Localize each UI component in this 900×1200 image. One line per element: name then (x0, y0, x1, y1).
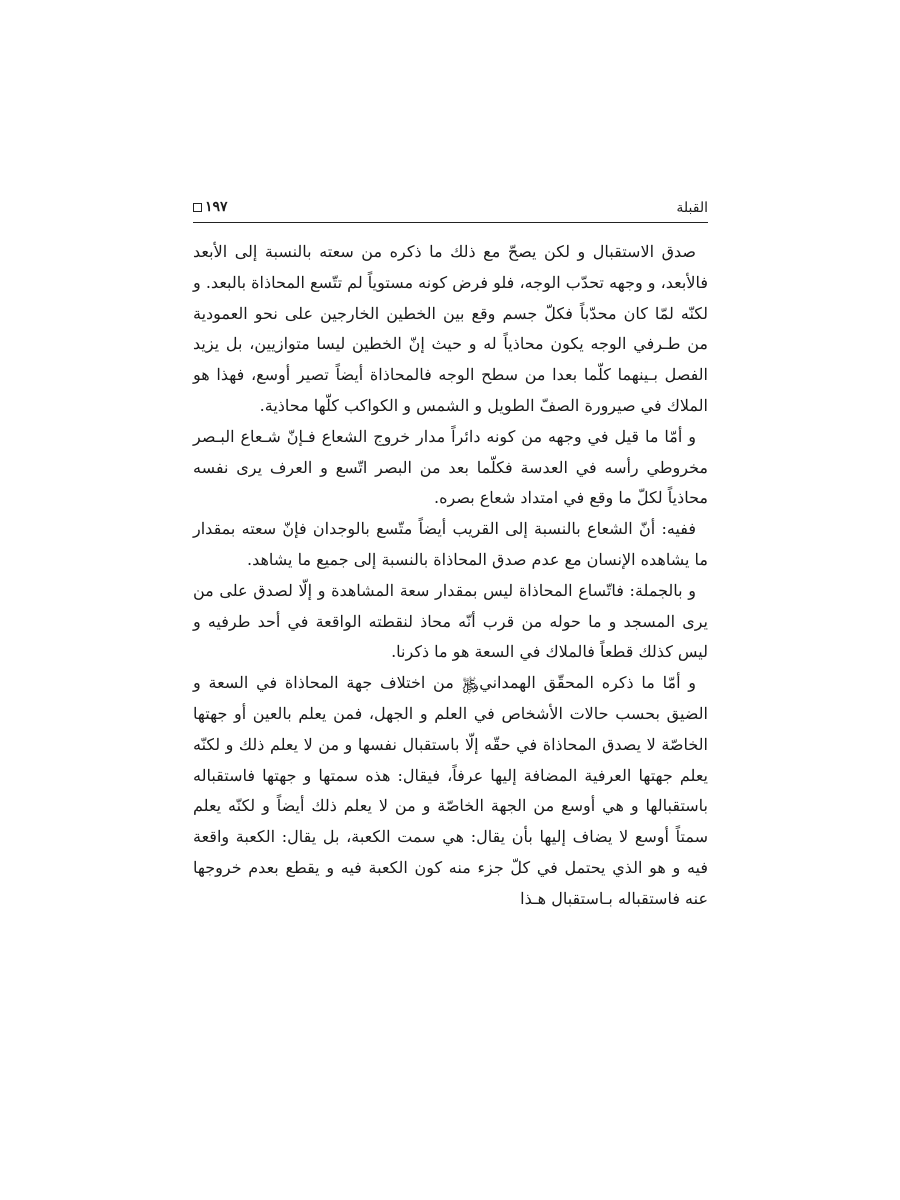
book-page (193, 196, 708, 915)
paragraph: و بالجملة: فاتّساع المحاذاة ليس بمقدار سعة المشاهدة و إلّا لصدق على من يرى المسجد و ما حوله من قرب أنّه محاذ لنقطته الواقعة في أحد طرفيه و ليس كذلك قطعاً فالملاك في السعة هو ما ذكرنا. (193, 580, 708, 662)
page-number-area (193, 199, 228, 215)
paragraph: و أمّا ما ذكره المحقّق الهمداني﷿ من اختلاف جهة المحاذاة في السعة و الضيق بحسب حالات الأشخاص في العلم و الجهل، فمن يعلم بالعين أو جهتها الخاصّة لا يصدق المحاذاة في حقّه إلّا باستقبال نفسها و من لا يعلم ذلك و لكنّه يعلم جهتها العرفية المضافة إليها عرفاً، فيقال: هذه سمتها و جهتها فاستقباله باستقبالها و هي أوسع من الجهة الخاصّة و من لا يعلم ذلك أيضاً و لكنّه يعلم سمتاً أوسع لا يضاف إليها بأن يقال: هي سمت الكعبة، بل يقال: الكعبة واقعة فيه و هو الذي يحتمل في كلّ جزء منه كون الكعبة فيه و يقطع بعدم خروجها عنه فاستقباله بـاستقبال هـذا (193, 673, 709, 908)
paragraph: و أمّا ما قيل في وجهه من كونه دائراً مدار خروج الشعاع فـإنّ شـعاع البـصر مخروطي رأسه في العدسة فكلّما بعد من البصر اتّسع و العرف يرى نفسه محاذياً لكلّ ما وقع في امتداد شعاع بصره. (193, 426, 708, 508)
page-number: ١٩٧ (205, 199, 228, 215)
page-header (193, 196, 708, 223)
running-title: القبلة (676, 200, 708, 216)
body-text (193, 237, 708, 915)
paragraph: صدق الاستقبال و لكن يصحّ مع ذلك ما ذكره من سعته بالنسبة إلى الأبعد فالأبعد، و وجهه تحدّب الوجه، فلو فرض كونه مستوياً لم تتّسع المحاذاة بالبعد. و لكنّه لمّا كان محدّباً فكلّ جسم وقع بين الخطين الخارجين على نحو العمودية من طـرفي الوجه يكون محاذياً له و حيث إنّ الخطين ليسا متوازيين، بل يزيد الفصل بـينهما كلّما بعدا من سطح الوجه فالمحاذاة أيضاً تصير أوسع، فهذا هو الملاك في صيرورة الصفّ الطويل و الشمس و الكواكب كلّها محاذية. (193, 242, 708, 415)
paragraph: ففيه: أنّ الشعاع بالنسبة إلى القريب أيضاً متّسع بالوجدان فإنّ سعته بمقدار ما يشاهده الإنسان مع عدم صدق المحاذاة بالنسبة إلى جميع ما يشاهد. (193, 519, 708, 569)
square-icon (193, 203, 202, 212)
